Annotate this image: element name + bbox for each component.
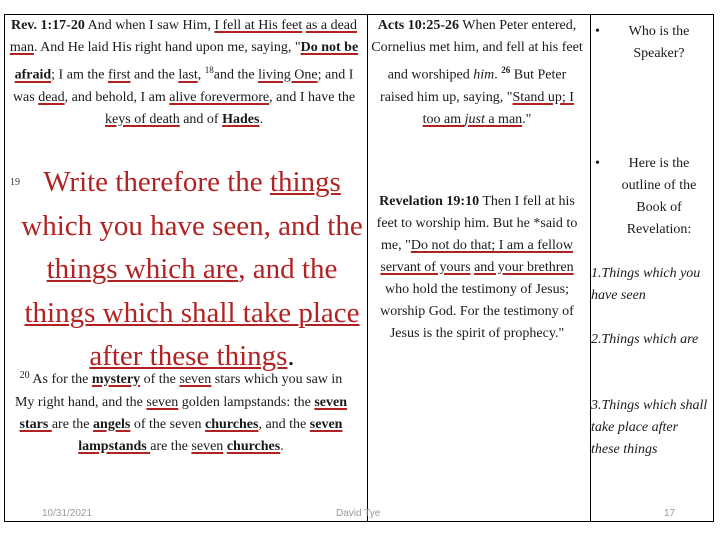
outline-item-3: 3.Things which shall take place after these things xyxy=(591,398,708,457)
verse-19-text: 19 Write therefore the things which you have seen, and the things which are, and the things which shall take place after these things. xyxy=(19,161,365,379)
footer-page-number: 17 xyxy=(664,508,676,519)
verse-20-text: $^{20}$ As for the mystery of the seven stars which you saw in My right hand, and the seven golden lampstands: the seven stars are the angels of the seven churches, and the seven lampstands are the seven churches. xyxy=(14,370,348,454)
acts-10-25-passage: Acts 10:25-26 When Peter entered, Cornelius met him, and fell at his feet and worshiped him. $^{26}$ But Peter raised him up, saying, "Stand up; I too am just a man." xyxy=(371,18,583,127)
passage-reference: Rev. 1:17-20 xyxy=(10,18,85,33)
verse-number: 26 xyxy=(501,65,511,75)
bullet-who-is-speaker: • Who is the Speaker? xyxy=(591,21,709,65)
passage-reference: Acts 10:25-26 xyxy=(377,18,460,33)
footer-author: David Tye xyxy=(336,508,381,519)
outline-item-1: 1.Things which you have seen xyxy=(591,266,701,303)
verse-number: 20 xyxy=(19,370,30,381)
bullet-outline: • Here is the outline of the Book of Revelation: xyxy=(591,153,709,241)
middle-column xyxy=(368,15,591,521)
outline-item-2: 2.Things which are xyxy=(591,332,699,347)
left-column xyxy=(5,15,368,521)
slide xyxy=(4,14,714,522)
right-column xyxy=(591,15,713,521)
verse-number: 18 xyxy=(204,65,214,75)
verse-number: 19 xyxy=(10,177,20,188)
rev-19-10-passage: Revelation 19:10 Then I fell at his feet to worship him. But he *said to me, "Do not do that; I am a fellow servant of yours and your brethren who hold the testimony of Jesus; worship God. For the testimony of Jesus is the spirit of prophecy." xyxy=(376,194,578,341)
passage-reference: Revelation 19:10 xyxy=(379,194,480,209)
rev-1-17-passage: Rev. 1:17-20 And when I saw Him, I fell at His feet as a dead man. And He laid His right hand upon me, saying, "Do not be afraid; I am the first and the last, $^{18}$and the living One; and I was dead, and behold, I am alive forevermore, and I have the keys of death and of Hades. xyxy=(9,18,359,127)
footer-date: 10/31/2021 xyxy=(42,508,93,519)
